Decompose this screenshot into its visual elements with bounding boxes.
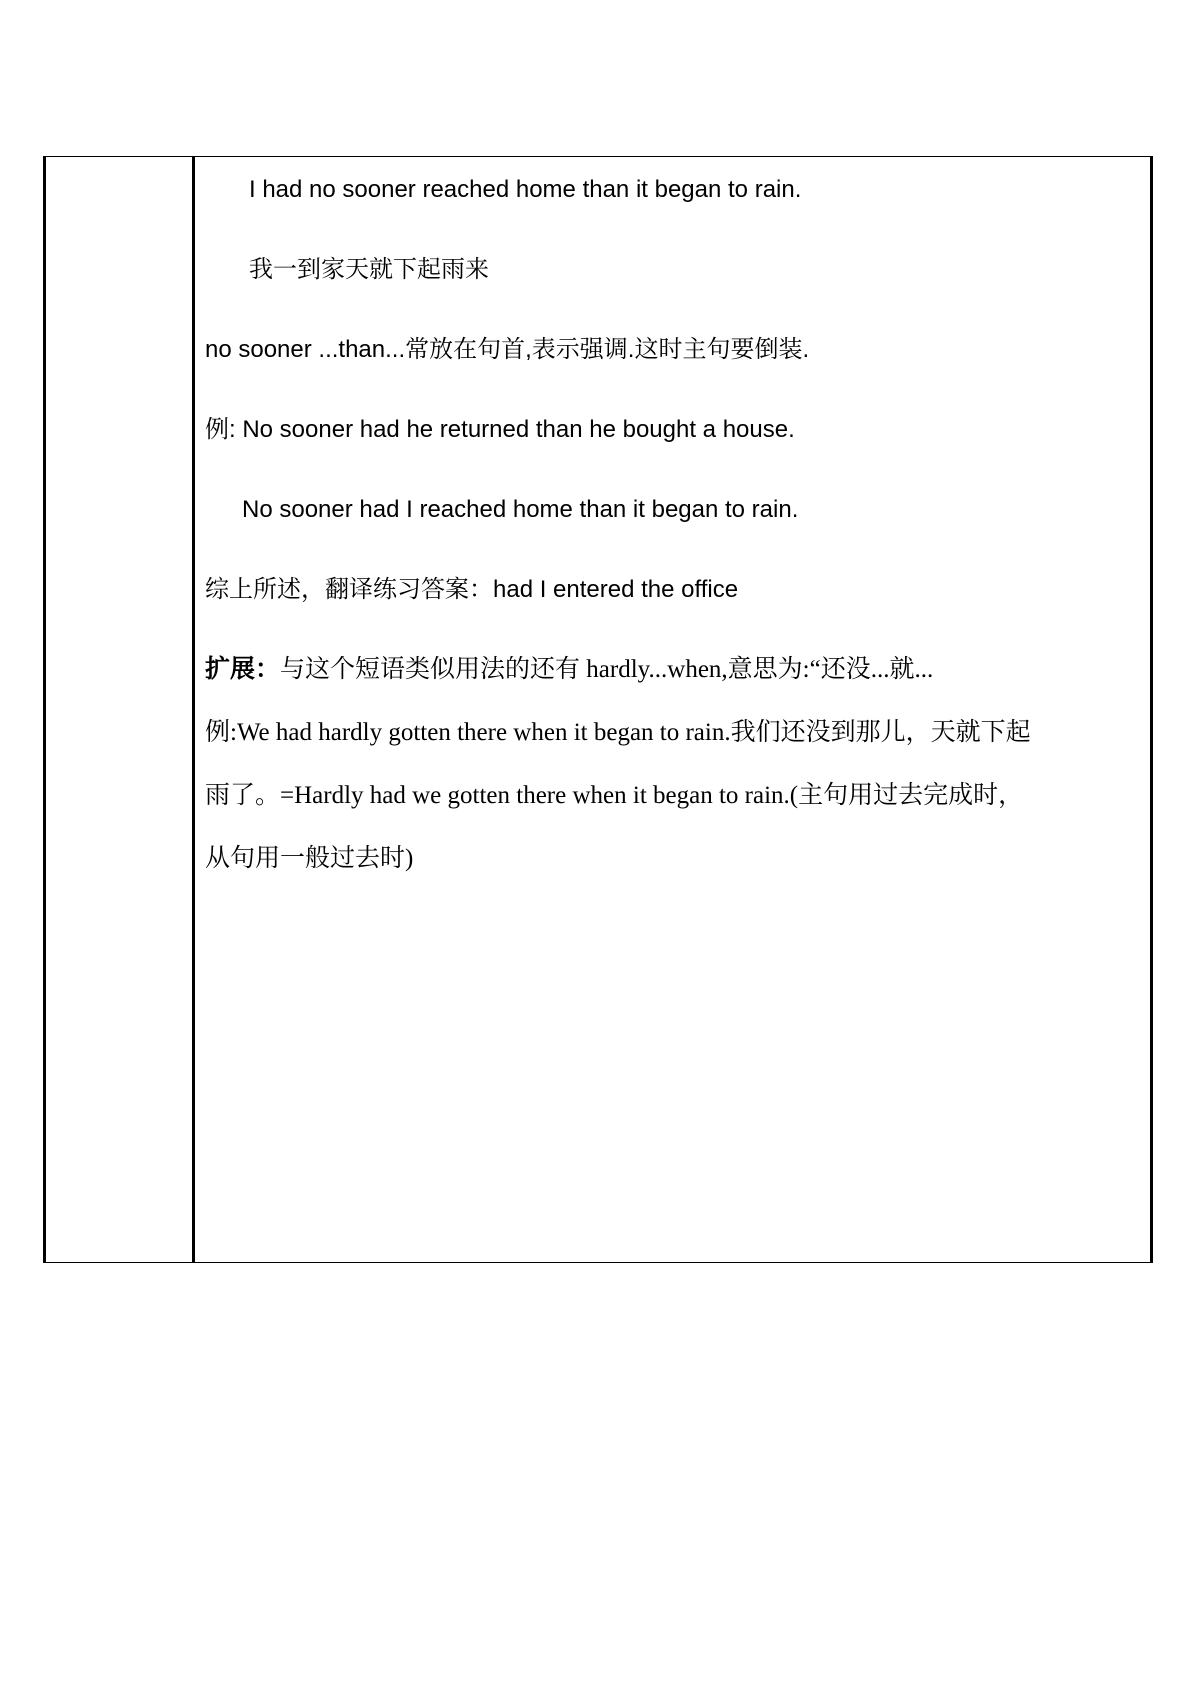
inversion-example-2: No sooner had I reached home than it began to rain. bbox=[242, 496, 799, 523]
answer-summary: 综上所述，翻译练习答案：had I entered the office bbox=[205, 576, 739, 603]
example-sentence-chinese: 我一到家天就下起雨来 bbox=[249, 257, 489, 283]
table-column-divider bbox=[192, 156, 195, 1263]
expansion-text: 与这个短语类似用法的还有 hardly...when,意思为:“还没...就... bbox=[280, 656, 934, 683]
expansion-example-line-1: 例:We had hardly gotten there when it began to rain.我们还没到那儿，天就下起 bbox=[205, 719, 1031, 746]
example-sentence-english: I had no sooner reached home than it began to rain. bbox=[249, 176, 802, 203]
grammar-note: no sooner ...than...常放在句首,表示强调.这时主句要倒装. bbox=[205, 336, 810, 363]
expansion-example-line-3: 从句用一般过去时) bbox=[205, 845, 414, 872]
inversion-example-1: 例: No sooner had he returned than he bought a house. bbox=[205, 416, 795, 443]
expansion-label: 扩展： bbox=[205, 656, 281, 683]
expansion-example-line-2: 雨了。=Hardly had we gotten there when it began to rain.(主句用过去完成时， bbox=[205, 782, 1024, 809]
expansion-line bbox=[205, 654, 933, 686]
content-table bbox=[43, 156, 1153, 1263]
